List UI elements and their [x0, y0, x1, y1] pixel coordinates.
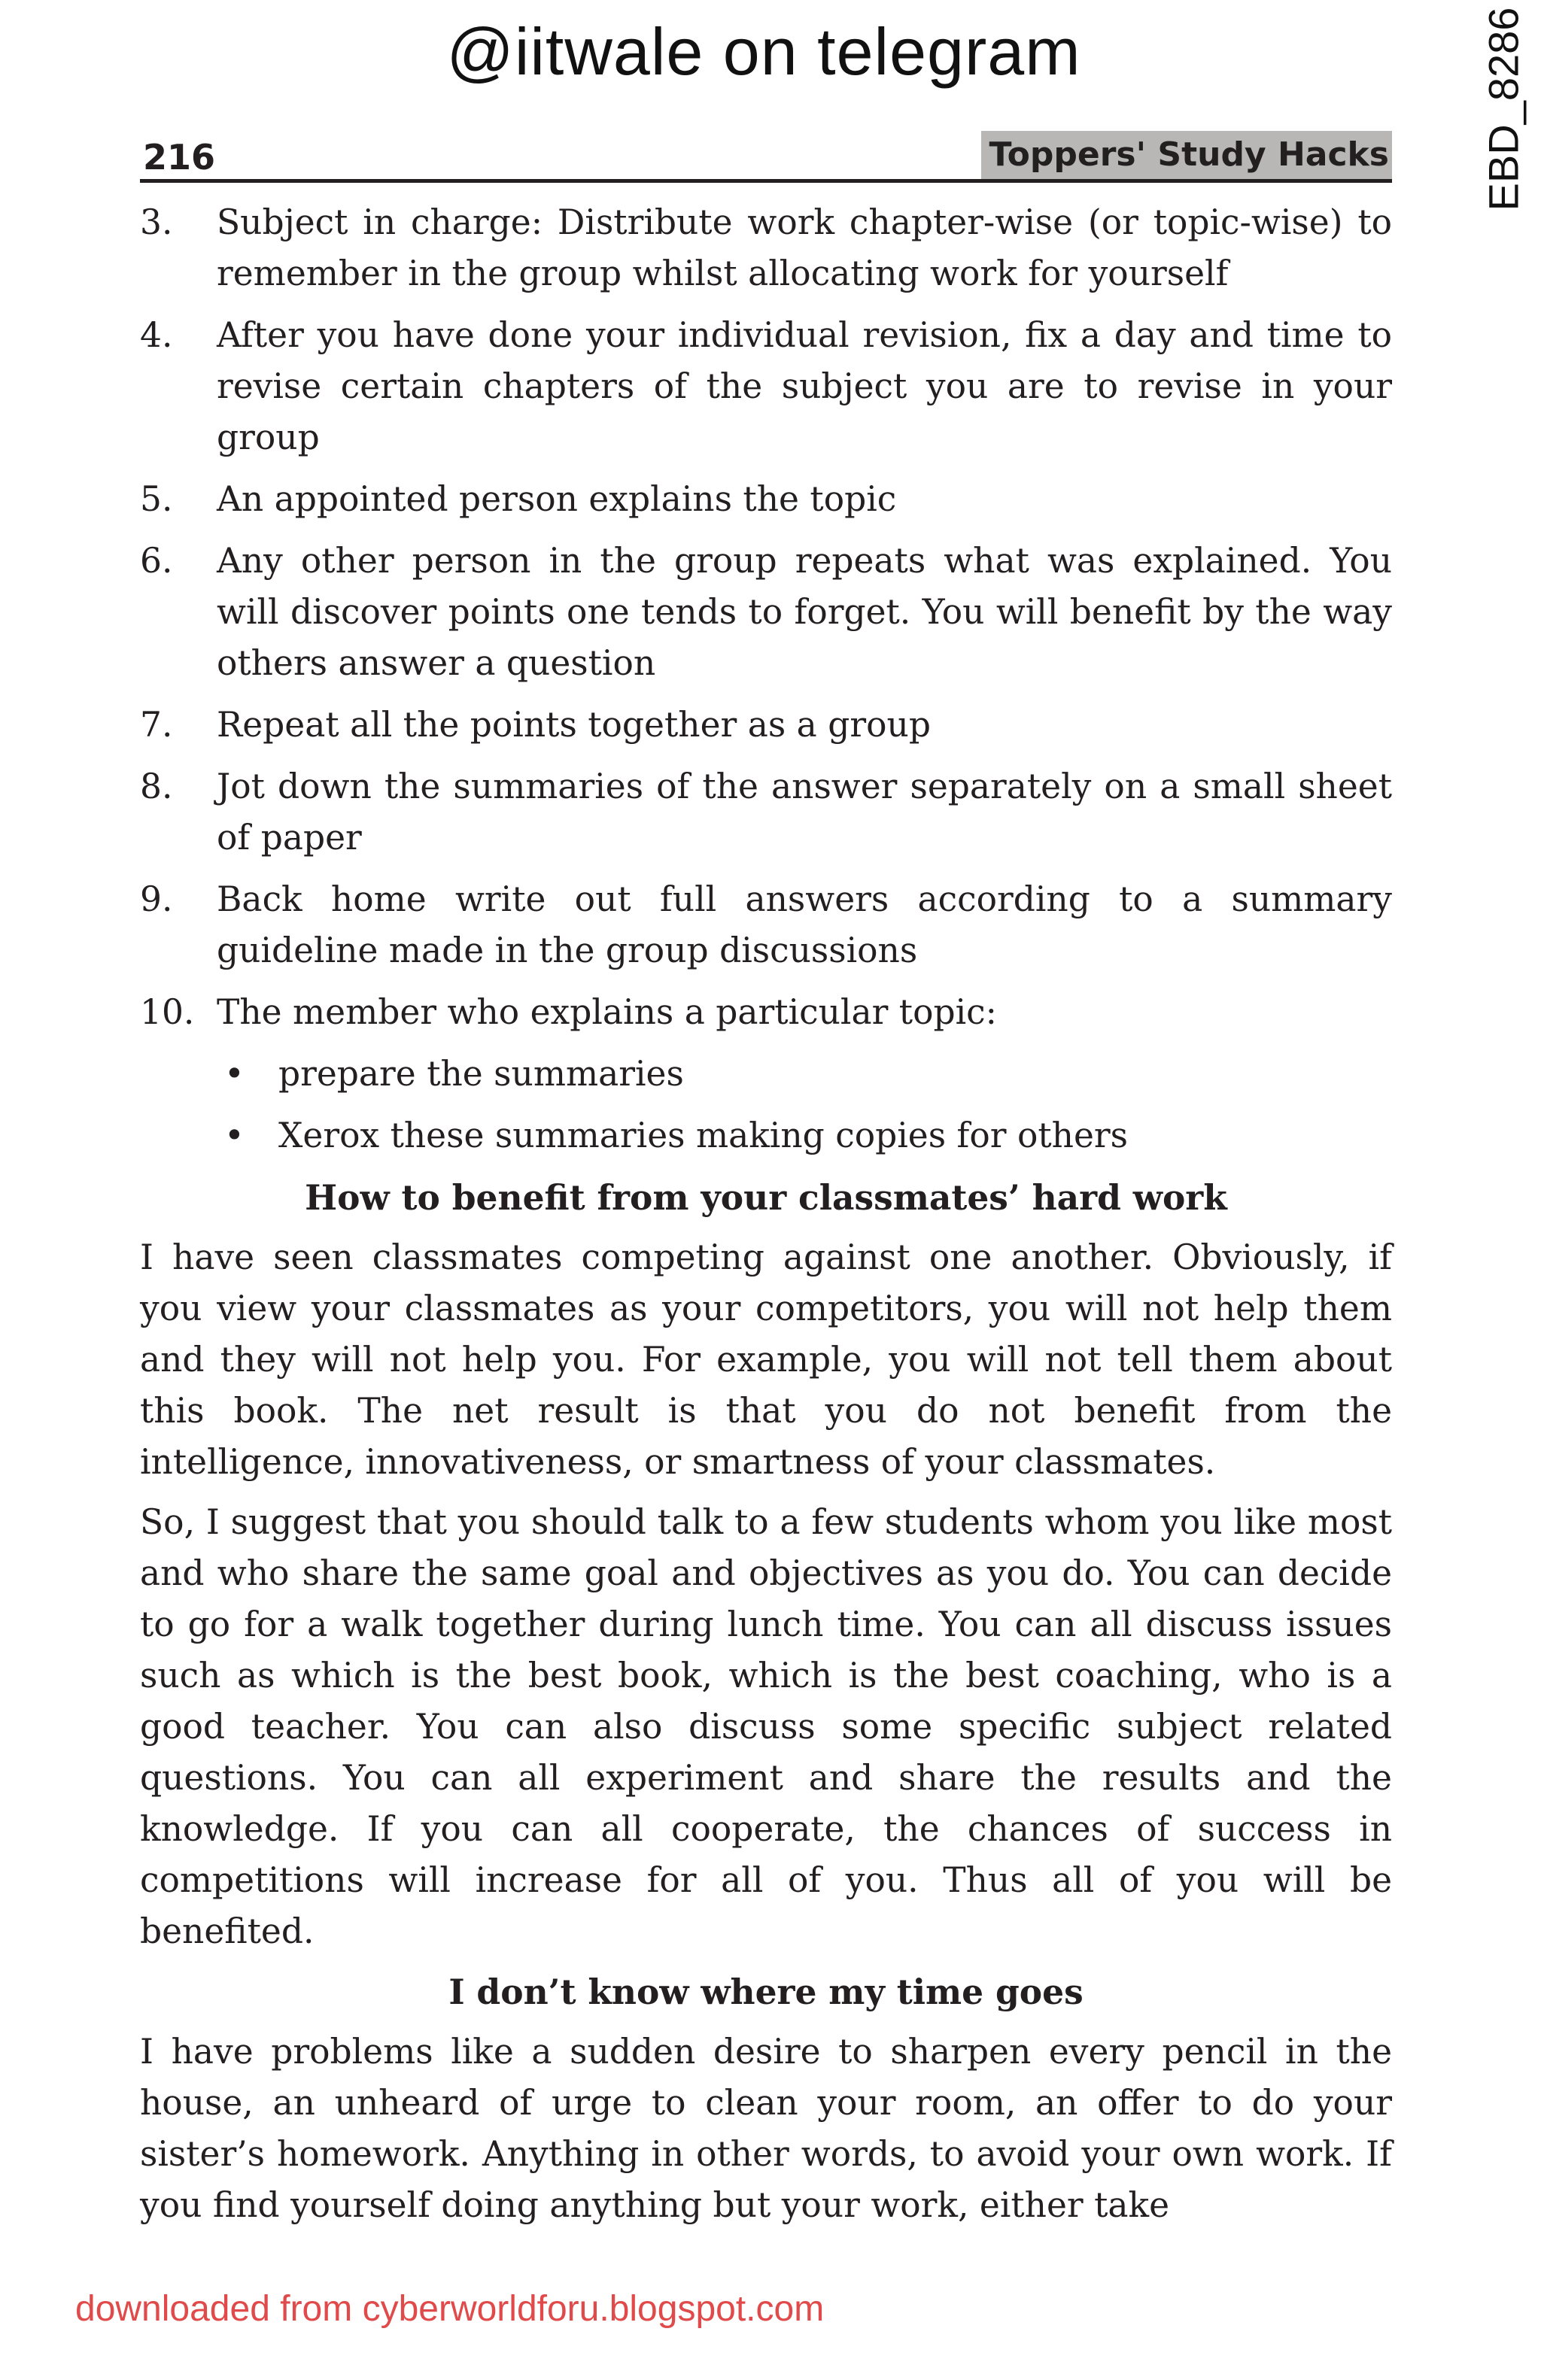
bullet-item [140, 1110, 1392, 1161]
step-text: Subject in charge: Distribute work chapter-wise (or topic-wise) to remember in the group whilst allocating work for yourself [217, 202, 1392, 293]
page-content [140, 197, 1392, 2240]
list-item [140, 987, 1392, 1038]
paragraph: I have seen classmates competing against one another. Obviously, if you view your classmates as your competitors, you will not help them and they will not help you. For example, you will not tell them about this book. The net result is that you do not benefit from the intelligence, innovativeness, or smartness of your classmates. [140, 1237, 1392, 1482]
bullet-dot: • [224, 1116, 245, 1155]
side-code [1475, 8, 1532, 211]
step-text: Jot down the summaries of the answer separately on a small sheet of paper [217, 767, 1392, 858]
step-number: 10. [140, 992, 195, 1032]
list-item [140, 536, 1392, 689]
bullet-dot: • [224, 1054, 245, 1094]
list-item [140, 197, 1392, 299]
step-text: Any other person in the group repeats what was explained. You will discover points one tends to forget. You will benefit by the way others answer a question [217, 541, 1392, 683]
step-number: 3. [140, 202, 173, 242]
list-item [140, 310, 1392, 463]
step-text: An appointed person explains the topic [217, 479, 897, 519]
list-item [140, 874, 1392, 976]
step-text: Back home write out full answers according to a summary guideline made in the group discussions [217, 879, 1392, 970]
page-header [140, 125, 1392, 183]
step-number: 8. [140, 767, 173, 806]
step-number: 5. [140, 479, 173, 519]
footer-source-link[interactable]: downloaded from cyberworldforu.blogspot.com [75, 2289, 825, 2329]
watermark-top: @iitwale on telegram [446, 14, 1081, 89]
list-item [140, 761, 1392, 864]
running-title: Toppers' Study Hacks [981, 131, 1392, 179]
bullet-text: prepare the summaries [278, 1054, 684, 1094]
step-text: Repeat all the points together as a group [217, 705, 931, 745]
bullet-list [140, 1049, 1392, 1161]
page-number: 216 [143, 137, 216, 178]
paragraph: I have problems like a sudden desire to sharpen every pencil in the house, an unheard of urge to clean your room, an offer to do your sister’s homework. Anything in other words, to avoid your own work. If you find yourself doing anything but your work, either take [140, 2032, 1392, 2225]
step-text: After you have done your individual revision, fix a day and time to revise certain chapters of the subject you are to revise in your group [217, 315, 1392, 457]
step-number: 6. [140, 541, 173, 581]
section-heading: How to benefit from your classmates’ hard work [305, 1177, 1227, 1218]
bullet-text: Xerox these summaries making copies for others [278, 1116, 1128, 1155]
list-item [140, 700, 1392, 751]
list-item [140, 474, 1392, 525]
step-text: The member who explains a particular topic: [217, 992, 997, 1032]
side-code-label: EBD_8286 [1479, 7, 1527, 211]
step-number: 4. [140, 315, 173, 355]
paragraph: So, I suggest that you should talk to a few students whom you like most and who share the same goal and objectives as you do. You can decide to go for a walk together during lunch time. You can all discuss issues such as which is the best book, which is the best coaching, who is a good teacher. You can also discuss some specific subject related questions. You can all experiment and share the results and the knowledge. If you can all cooperate, the chances of success in competitions will increase for all of you. Thus all of you will be benefited. [140, 1502, 1392, 1951]
step-number: 7. [140, 705, 173, 745]
steps-list [140, 197, 1392, 1038]
step-number: 9. [140, 879, 173, 919]
bullet-item [140, 1049, 1392, 1100]
section-heading: I don’t know where my time goes [448, 1972, 1084, 2012]
